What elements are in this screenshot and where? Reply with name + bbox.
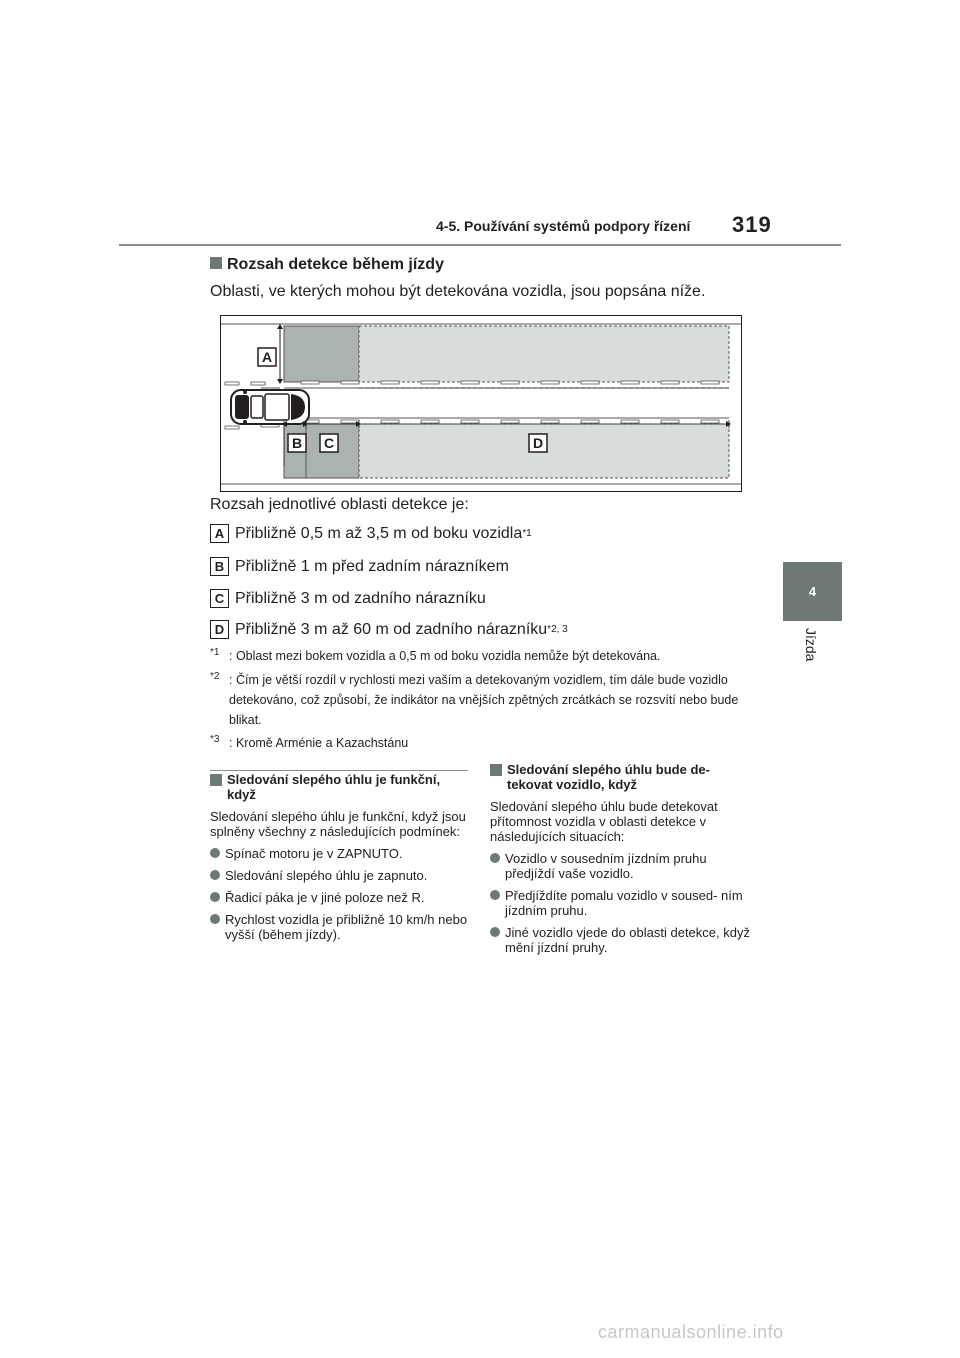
footnote-1: $^{*1}$ : Oblast mezi bokem vozidla a 0,5 m od boku vozidla nemůže být detekována.: [210, 646, 661, 663]
range-label-b: B: [210, 557, 229, 576]
diagram-label-d: D: [532, 435, 544, 451]
range-row-a: A Přibližně 0,5 m až 3,5 m od boku vozidla *1: [210, 524, 532, 543]
chapter-label: Jízda: [803, 628, 819, 662]
range-text-a: Přibližně 0,5 m až 3,5 m od boku vozidla: [235, 524, 523, 542]
square-bullet-icon: [490, 764, 502, 776]
bullet-icon: [210, 870, 220, 880]
detection-range-diagram: [220, 315, 742, 492]
left-column-intro: Sledování slepého úhlu je funkční, když jsou splněny všechny z následujících podmínek:: [210, 809, 466, 839]
range-label-d: D: [210, 620, 229, 639]
diagram-label-a: A: [261, 349, 273, 365]
list-item: Spínač motoru je v ZAPNUTO.: [210, 846, 468, 861]
zone-a: [284, 326, 359, 382]
bullet-icon: [210, 892, 220, 902]
left-column-title: Sledování slepého úhlu je funkční, když: [210, 772, 468, 802]
list-item: Sledování slepého úhlu je zapnuto.: [210, 868, 468, 883]
range-label-a: A: [210, 524, 229, 543]
bullet-icon: [490, 890, 500, 900]
intro-text: Oblasti, ve kterých mohou být detekována vozidla, jsou popsána níže.: [210, 283, 706, 300]
bullet-icon: [490, 853, 500, 863]
watermark: carmanualsonline.info: [598, 1322, 784, 1342]
range-text-d: Přibližně 3 m až 60 m od zadního nárazníku: [235, 620, 548, 638]
list-item: Předjíždíte pomalu vozidlo v soused- ním jízdním pruhu.: [490, 888, 752, 918]
page-number: 319: [732, 212, 772, 237]
column-rule: [210, 770, 468, 771]
list-item: Jiné vozidlo vjede do oblasti detekce, když mění jízdní pruhy.: [490, 925, 752, 955]
bullet-icon: [490, 927, 500, 937]
right-column-intro: Sledování slepého úhlu bude detekovat přítomnost vozidla v oblasti detekce v následujících situacích:: [490, 799, 718, 844]
diagram-svg: [221, 316, 741, 491]
list-item: Vozidlo v sousedním jízdním pruhu předjíždí vaše vozidlo.: [490, 851, 752, 881]
range-text-c: Přibližně 3 m od zadního nárazníku: [235, 589, 486, 607]
list-item: Rychlost vozidla je přibližně 10 km/h nebo vyšší (během jízdy).: [210, 912, 468, 942]
ranges-title: Rozsah jednotlivé oblasti detekce je:: [210, 496, 469, 513]
chapter-tab: 4: [783, 562, 842, 621]
range-row-c: [210, 589, 486, 608]
range-row-d: D Přibližně 3 m až 60 m od zadního nárazníku *2, 3: [210, 620, 568, 639]
left-column: [210, 772, 468, 942]
right-column-title: Sledování slepého úhlu bude de- tekovat vozidlo, když: [490, 762, 752, 792]
footnote-3: $^{*3}$ : Kromě Arménie a Kazachstánu: [210, 733, 409, 750]
right-column: [490, 762, 752, 955]
section-title: Rozsah detekce během jízdy: [210, 256, 444, 274]
square-bullet-icon: [210, 257, 222, 269]
diagram-label-c: C: [323, 435, 335, 451]
range-text-b: Přibližně 1 m před zadním nárazníkem: [235, 557, 509, 575]
list-item: Řadicí páka je v jiné poloze než R.: [210, 890, 468, 905]
zone-far-upper: [359, 326, 729, 382]
bullet-icon: [210, 848, 220, 858]
range-row-b: [210, 557, 509, 576]
header-rule: [119, 244, 841, 246]
range-label-c: C: [210, 589, 229, 608]
diagram-label-b: B: [291, 435, 303, 451]
vehicle-icon: [231, 390, 309, 424]
square-bullet-icon: [210, 774, 222, 786]
footnote-2: $^{*2}$ : Čím je větší rozdíl v rychlosti mezi vaším a detekovaným vozidlem, tím dále bude vozidlo detekováno, což způsobí, že indikátor na vnějších zpětných zrcátkách se rozsvítí nebo bude blikat.: [210, 670, 739, 727]
bullet-icon: [210, 914, 220, 924]
running-header-section: 4-5. Používání systémů podpory řízení: [436, 218, 691, 234]
